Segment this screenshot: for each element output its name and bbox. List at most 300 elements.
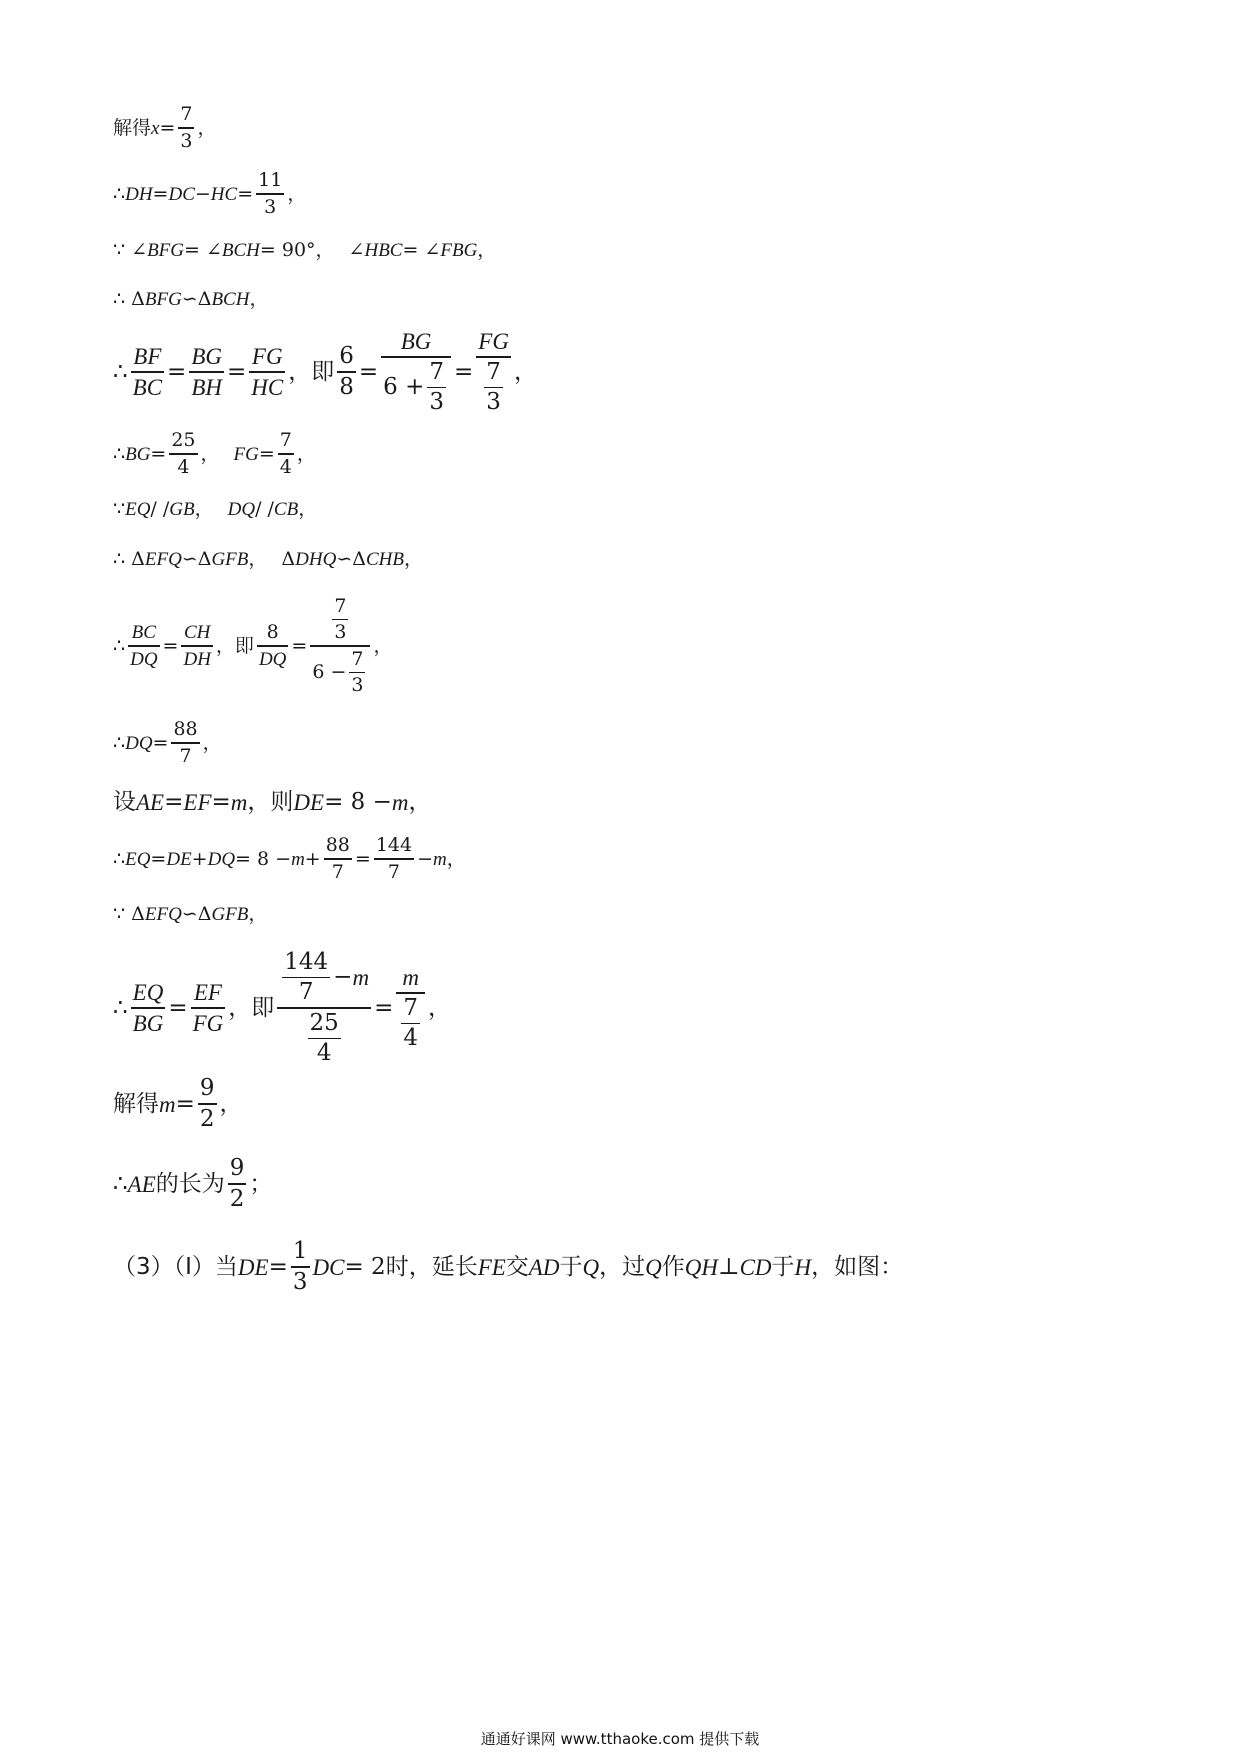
math-text: ∴ Δ [113,547,145,570]
fraction-bar [282,977,330,979]
denominator [332,623,348,642]
math-text: 4 [279,455,292,478]
math-text: 7 [486,358,501,385]
fraction [476,330,511,414]
fraction-bar [171,742,199,744]
numerator [476,330,511,353]
fraction-bar [349,672,365,674]
chinese-text: ， [248,547,268,570]
math-variable: HC [251,374,284,400]
math-variable: CH [183,622,211,644]
math-text: ∴ [113,847,126,870]
fraction [256,171,284,217]
line-eq-value [113,832,466,886]
fraction-bar [228,1183,247,1185]
numerator [131,981,166,1004]
chinese-text: ，即 [215,634,254,657]
math-text: = [291,634,308,657]
math-variable: CD [739,1254,772,1280]
fraction [189,345,224,399]
math-variable: GB [169,498,195,520]
math-text: = [150,847,167,870]
math-variable: DQ [227,498,256,520]
numerator [198,1077,217,1100]
math-text: = [152,731,169,754]
math-variable: FG [251,344,283,370]
math-variable: EQ [132,980,164,1006]
math-variable: QH [684,1254,718,1280]
math-text: 7 [429,358,444,385]
math-text: 25 [171,429,196,452]
math-variable: CHB [365,548,404,570]
fraction-bar [257,645,288,647]
math-variable: BFG [147,239,184,261]
math-text: = 8 − [324,788,392,815]
denominator [128,650,159,669]
chinese-text: 交 [505,1253,529,1280]
chinese-text: ， [513,358,537,385]
denominator [297,981,316,1004]
math-variable: EQ [125,848,151,870]
math-variable: BC [131,622,156,644]
math-variable: BG [400,329,432,354]
chinese-text: ，即 [228,994,275,1021]
numerator [278,431,294,450]
math-text: 6 + [383,373,425,400]
chinese-text: ， [315,238,335,261]
denominator [175,455,191,478]
math-text: = [159,116,176,139]
denominator [178,744,194,767]
fraction-bar [189,371,224,373]
math-variable: BC [132,374,163,400]
math-text: 8 [266,621,279,644]
math-text: ∴ Δ [113,287,145,310]
math-text: 88 [325,834,350,857]
chinese-text: 于 [559,1253,583,1280]
line-ae-length [113,1156,272,1212]
math-text: ∵ ∠ [113,238,148,261]
fraction-bar [427,387,446,389]
line-angles-equal [113,236,496,264]
math-variable: BFG [144,288,182,310]
math-text: 3 [486,389,501,415]
math-variable: m [159,1091,176,1117]
fraction-bar [128,645,159,647]
chinese-text: ， [249,287,269,310]
math-variable: BF [133,344,162,370]
math-text: ⊥ [717,1253,740,1280]
math-text: ∽Δ [336,547,366,570]
math-text: 8 [339,373,354,400]
line-ratio-bf-bc [113,324,537,420]
line-parallel-lines [113,495,317,523]
denominator [189,376,224,399]
line-similar-bfg-bch [113,285,268,313]
line-similar-efq-gfb [113,900,267,928]
numerator [332,594,348,617]
numerator [189,345,224,368]
fraction-bar [249,371,285,373]
fraction [310,594,370,697]
math-variable: FG [192,1010,224,1036]
fraction [249,345,285,399]
line-ratio-eq-bg [113,948,451,1068]
denominator [484,391,503,414]
math-text: 144 [284,948,329,975]
numerator [256,171,284,190]
math-text: = [258,442,275,465]
fraction [228,1157,247,1211]
math-text: 3 [351,674,364,697]
chinese-text: ，如图： [811,1253,904,1280]
math-variable: FBG [440,239,478,261]
fraction-bar [256,193,284,195]
math-variable: EF [183,789,212,815]
line-dh-value [113,169,306,219]
math-text: = [150,442,167,465]
chinese-text: ， [408,788,432,815]
denominator [401,1027,420,1050]
line-part-3-case-1 [113,1238,903,1296]
math-variable: AE [127,1171,156,1197]
denominator [349,676,365,695]
math-text: ∽Δ [181,547,212,570]
line-similar-pairs [113,545,423,573]
math-text: = [167,358,187,385]
math-text: 2 [229,1185,245,1212]
math-variable: AE [136,789,165,815]
math-text: 1 [292,1238,308,1265]
numerator [427,358,446,385]
math-text: Δ [281,547,296,570]
math-text: ∽Δ [181,287,212,310]
numerator [400,966,421,989]
numerator [169,431,197,450]
math-variable: DQ [207,848,236,870]
numerator [349,647,365,670]
numerator [192,981,224,1004]
fraction-bar [198,1103,217,1105]
denominator [249,376,285,399]
numerator [337,345,356,368]
fraction-bar [476,356,511,358]
line-bg-fg-values [113,428,316,480]
page-footer: 通通好课网 www.tthaoke.com 提供下载 [480,1730,760,1748]
math-text: − [333,964,353,990]
denominator [262,195,278,218]
chinese-text: ， [202,731,222,754]
math-variable: GFB [211,548,249,570]
denominator [191,1012,226,1035]
denominator [386,860,402,883]
math-text: ∴ [113,1170,128,1197]
math-variable: DQ [130,648,158,670]
chinese-text: ， [200,442,220,465]
fraction [374,836,414,882]
math-variable: EFQ [144,548,182,570]
math-variable: Q [582,1254,600,1280]
math-variable: m [433,848,447,870]
math-text: + [191,847,208,870]
chinese-text: ，即 [288,358,335,385]
math-text: ∴ [113,442,126,465]
denominator [330,860,346,883]
chinese-text: ， [446,847,466,870]
math-variable: m [391,789,409,815]
denominator [337,373,356,400]
fraction-bar [131,1007,166,1009]
math-text: / / [255,497,274,520]
fraction [324,836,352,882]
math-text: 3 [429,389,444,415]
numerator [484,358,503,385]
math-text: 4 [177,455,190,478]
math-text: = [211,788,231,815]
math-text: = [358,358,379,385]
denominator [291,1268,310,1295]
chinese-text: 解得 [113,1090,159,1117]
line-dq-value [113,717,222,769]
math-text: = [237,182,254,205]
fraction [171,720,199,766]
math-text: 9 [229,1155,245,1182]
fraction [381,330,451,414]
math-text: 2 [199,1105,215,1132]
math-text: = [175,1090,195,1117]
math-variable: HC [210,183,238,205]
chinese-text: 的长为 [155,1170,225,1197]
fraction [191,981,226,1035]
math-variable: BG [132,1010,164,1036]
math-text: 11 [258,169,283,192]
numerator [228,1157,247,1180]
math-text: 7 [298,979,314,1006]
fraction-bar [401,1023,420,1025]
math-text: 7 [403,994,418,1021]
fraction-bar [381,356,451,358]
math-text: = [268,1253,288,1280]
math-variable: DE [166,848,192,870]
chinese-text: ， [194,497,214,520]
math-variable: EQ [125,498,151,520]
chinese-text: ， [428,994,451,1021]
math-text: = [164,788,184,815]
math-text: 144 [375,834,413,857]
math-variable: BG [125,443,151,465]
math-variable: DQ [125,732,153,754]
math-variable: FE [477,1254,506,1280]
denominator [181,650,212,669]
numerator [327,594,353,644]
math-variable: Q [645,1254,662,1280]
fraction [169,431,197,477]
fraction-bar [484,387,503,389]
line-solve-x [113,100,216,156]
numerator [277,948,371,1006]
math-variable: DH [183,648,211,670]
math-text: ∴ [113,994,128,1021]
chinese-text: ，过 [599,1253,646,1280]
math-text: ∵ Δ [113,902,145,925]
fraction [291,1240,310,1294]
math-text: 88 [173,718,198,741]
chinese-text: ，则 [247,788,294,815]
math-variable: DC [168,183,195,205]
math-text: = 2 [344,1253,386,1280]
fraction [131,345,164,399]
numerator [182,623,212,642]
fraction-bar [324,858,352,860]
math-text: ∵ [113,497,126,520]
math-variable: BH [191,374,222,400]
denominator [427,391,446,414]
math-text: 7 [179,744,192,767]
math-text: 7 [180,103,193,126]
math-text: ∴ [113,182,126,205]
math-text: 25 [309,1009,339,1036]
fraction [181,623,212,669]
chinese-text: ， [403,547,423,570]
denominator [131,1012,166,1035]
fraction [282,948,330,1006]
fraction [278,431,294,477]
math-text: = 90° [259,238,316,261]
math-text: = [374,994,394,1021]
numerator [401,994,420,1021]
fraction [131,981,166,1035]
chinese-text: ， [219,1090,243,1117]
math-text: ∴ [113,634,126,657]
math-variable: DHQ [295,548,337,570]
chinese-text: ； [249,1170,273,1197]
fraction-bar [131,371,164,373]
math-variable: HBC [364,239,403,261]
math-text: ∴ [113,358,128,385]
math-text: 7 [331,860,344,883]
denominator [178,129,194,152]
fraction-bar [278,453,294,455]
math-variable: GFB [211,903,249,925]
fraction-bar [169,453,197,455]
fraction [484,358,503,415]
fraction [401,994,420,1051]
chinese-text: （3）（Ⅰ）当 [113,1253,238,1280]
math-text: + [304,847,321,870]
math-variable: DC [312,1254,345,1280]
math-variable: m [291,848,305,870]
math-variable: BCH [211,288,250,310]
fraction-bar [308,1038,341,1040]
fraction [128,623,159,669]
math-variable: m [352,965,370,990]
math-text: 6 − [312,661,347,683]
numerator [130,623,158,642]
math-variable: BG [191,344,222,370]
chinese-text: ， [197,116,217,139]
math-text: 4 [403,1025,418,1051]
math-variable: BCH [221,239,260,261]
math-text: ∴ [113,731,126,754]
denominator [257,650,288,669]
fraction-bar [178,127,194,129]
math-text: = [454,358,474,385]
numerator [324,836,352,855]
math-text: − [194,182,211,205]
math-text: 6 [339,343,354,370]
chinese-text: 作 [661,1253,685,1280]
math-text: / / [150,497,170,520]
numerator [250,345,285,368]
math-text: = ∠ [184,238,222,261]
chinese-text: 解得 [113,116,152,139]
numerator [178,105,194,124]
numerator [171,720,199,739]
math-text: 7 [351,647,364,670]
fraction-bar [374,858,414,860]
line-set-ae [113,787,432,817]
denominator [479,358,508,415]
math-text: = [226,358,247,385]
chinese-text: ， [477,238,497,261]
fraction-bar [332,619,348,621]
chinese-text: 于 [771,1253,795,1280]
chinese-text: 时，延长 [385,1253,478,1280]
numerator [265,623,281,642]
fraction-bar [396,992,425,994]
math-text: ∠ [348,238,365,261]
denominator [303,1009,346,1067]
numerator [131,345,163,368]
math-variable: CB [273,498,299,520]
math-text: 7 [387,860,400,883]
denominator [198,1105,217,1132]
math-variable: FG [478,329,509,354]
chinese-text: ， [373,634,393,657]
math-text: 3 [264,195,277,218]
denominator [396,994,425,1051]
math-text: = 8 − [235,847,292,870]
chinese-text: ， [298,497,318,520]
fraction-bar [310,645,370,647]
fraction [396,966,425,1050]
math-variable: EFQ [144,903,182,925]
math-variable: H [794,1254,812,1280]
math-text: − [417,847,434,870]
fraction [178,105,194,151]
chinese-text: ， [248,902,268,925]
fraction [337,345,356,399]
numerator [291,1240,310,1263]
fraction-bar [337,371,356,373]
math-variable: DQ [258,648,287,670]
math-text: 7 [279,429,292,452]
fraction-bar [291,1266,310,1268]
denominator [228,1185,247,1212]
denominator [278,455,294,478]
math-variable: m [402,965,419,990]
math-variable: x [151,117,160,139]
fraction [349,647,365,697]
math-text: 3 [292,1268,308,1295]
denominator [315,1042,334,1065]
numerator [399,330,434,353]
fraction [257,623,288,669]
math-variable: AD [528,1254,560,1280]
math-text: = [152,182,169,205]
math-text: = ∠ [402,238,441,261]
fraction-bar [277,1007,371,1009]
